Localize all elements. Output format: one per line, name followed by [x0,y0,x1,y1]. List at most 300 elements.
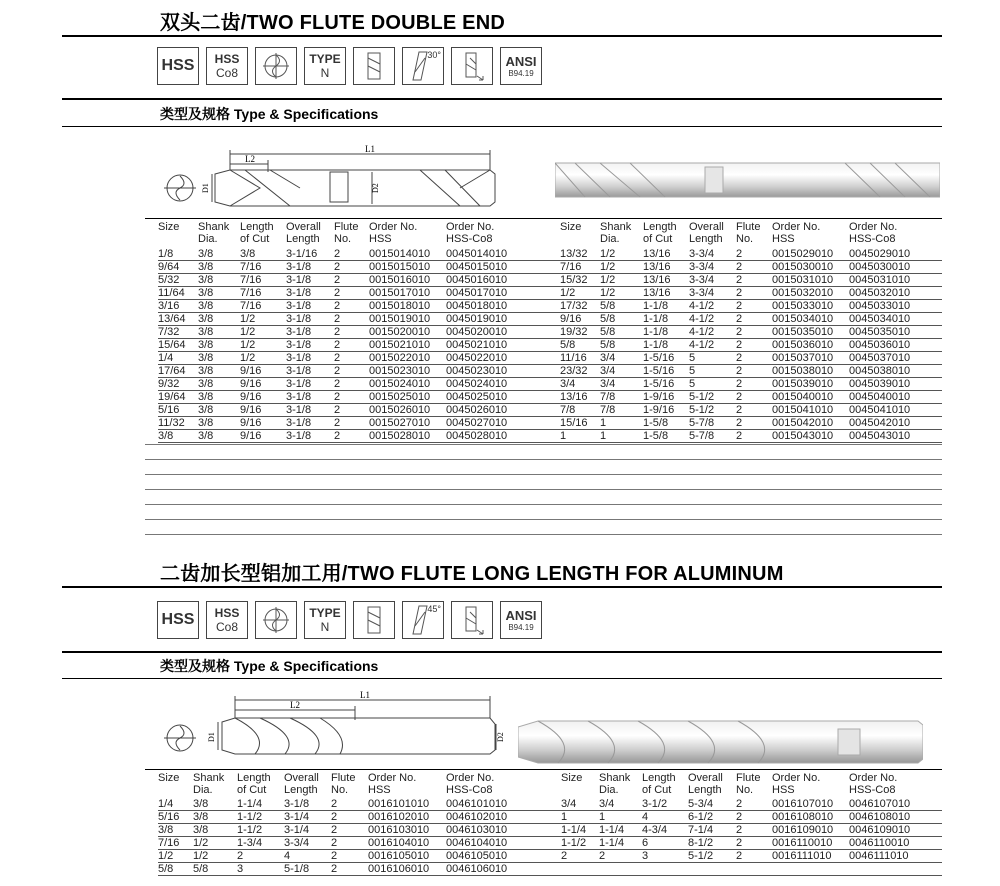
cell-flute: 2 [334,430,341,442]
cell-size: 9/64 [158,261,180,273]
cell-shank: 1/2 [600,248,616,260]
diagram2-l2-label: L2 [290,700,300,710]
cell-flute: 2 [334,248,341,260]
diagram1-l2-label: L2 [245,154,255,164]
cell-order-hss: 0016105010 [368,850,430,862]
cell-order-hss: 0015032010 [772,287,834,299]
table-row [158,811,942,824]
helix-angle-label: 45° [427,604,441,614]
cell-shank: 3/8 [198,352,214,364]
hss-material-icon: HSS [157,601,199,639]
cell-order-co8: 0045031010 [849,274,911,286]
diagram2-d2-label: D2 [496,732,505,742]
cell-order-hss: 0016104010 [368,837,430,849]
cell-order-hss: 0015024010 [369,378,431,390]
cell-order-hss: 0015029010 [772,248,834,260]
cell-order-co8: 0045041010 [849,404,911,416]
cell-length-of-cut: 7/16 [240,274,262,286]
cell-shank: 5/8 [600,313,616,325]
cell-order-hss: 0015018010 [369,300,431,312]
cell-shank: 3/8 [193,824,209,836]
cell-size: 9/16 [560,313,582,325]
helix-angle-icon [402,47,444,85]
table-row [158,274,942,287]
cell-size: 11/32 [158,417,185,429]
blank-row-line [145,504,942,505]
cell-length-of-cut: 9/16 [240,404,262,416]
cell-size: 7/16 [560,261,582,273]
cell-flute: 2 [334,313,341,325]
cell-size: 1 [560,430,567,442]
cell-size: 15/16 [560,417,588,429]
section2-title-rule [62,586,942,588]
cell-shank: 3/4 [600,378,616,390]
cell-overall-length: 3-1/8 [286,391,312,403]
cell-order-co8: 0046102010 [446,811,508,823]
cell-overall-length: 3-1/8 [286,430,312,442]
section2-table-top-rule [145,769,942,770]
cell-size: 19/64 [158,391,186,403]
cell-size: 11/64 [158,287,185,299]
hss-material-icon: HSS [157,47,199,85]
cell-size: 23/32 [560,365,588,377]
cell-length-of-cut: 7/16 [240,261,262,273]
table-row [158,404,942,417]
cell-overall-length: 5 [689,365,696,377]
cell-shank: 3/8 [198,274,214,286]
cell-length-of-cut: 4 [642,811,649,823]
cell-length-of-cut: 6 [642,837,649,849]
cell-shank: 1-1/4 [599,837,625,849]
end-mill-arrow-icon [451,601,493,639]
cell-length-of-cut: 1-9/16 [643,391,675,403]
cell-size: 19/32 [560,326,588,338]
hss-co8-material-icon: HSS Co8 [206,601,248,639]
blank-row-line [145,519,942,520]
cell-size: 15/32 [560,274,588,286]
section1-spec-rule [62,126,942,127]
cell-order-hss: 0015040010 [772,391,834,403]
section1-icon-row [157,47,542,85]
col-length-of-cut-header: Length of Cut [642,772,676,796]
cell-size: 13/64 [158,313,186,325]
cell-shank: 3/8 [198,326,214,338]
section1-table-top-rule [145,218,942,219]
col-flute-header: Flute No. [331,772,356,796]
cell-shank: 3/8 [193,798,209,810]
cell-order-co8: 0046106010 [446,863,508,875]
cell-flute: 2 [334,378,341,390]
cell-overall-length: 6-1/2 [688,811,714,823]
col-size-header: Size [561,772,583,784]
cell-order-co8: 0045038010 [849,365,911,377]
cell-size: 7/8 [560,404,576,416]
diagram1-d1-label: D1 [201,183,210,193]
cell-flute: 2 [331,850,338,862]
cell-length-of-cut: 1-3/4 [237,837,263,849]
cell-shank: 3/8 [198,248,214,260]
cell-overall-length: 3-1/8 [286,287,312,299]
col-order-hss-header: Order No. HSS [772,221,821,245]
cell-overall-length: 3-1/8 [286,417,312,429]
cell-shank: 3/8 [198,404,214,416]
cell-order-hss: 0015017010 [369,287,431,299]
col-flute-header: Flute No. [736,221,761,245]
cell-flute: 2 [736,326,743,338]
cell-shank: 7/8 [600,404,616,416]
table-row [158,417,942,430]
cell-overall-length: 3-1/4 [284,824,310,836]
cell-flute: 2 [334,274,341,286]
cell-length-of-cut: 1-1/2 [237,824,263,836]
blank-row-line [145,489,942,490]
cell-order-co8: 0045017010 [446,287,508,299]
cell-shank: 1-1/4 [599,824,625,836]
cell-order-hss: 0015022010 [369,352,431,364]
cell-order-hss: 0015025010 [369,391,431,403]
col-length-of-cut-header: Length of Cut [240,221,274,245]
cell-length-of-cut: 3 [642,850,649,862]
cell-shank: 1/2 [193,837,209,849]
cell-order-co8: 0045024010 [446,378,508,390]
col-overall-length-header: Overall Length [689,221,724,245]
cell-order-hss: 0016108010 [772,811,834,823]
cell-order-co8: 0045042010 [849,417,911,429]
cell-shank: 2 [599,850,606,862]
cell-size: 1/4 [158,798,174,810]
cell-order-hss: 0015038010 [772,365,834,377]
cell-order-co8: 0045020010 [446,326,508,338]
col-order-co8-header: Order No. HSS-Co8 [849,221,898,245]
cell-size: 1/8 [158,248,174,260]
cell-length-of-cut: 4-3/4 [642,824,668,836]
cell-overall-length: 3-3/4 [689,287,715,299]
cell-order-co8: 0046101010 [446,798,508,810]
cell-size: 1/2 [560,287,576,299]
ansi-standard-icon: ANSI B94.19 [500,47,542,85]
cell-overall-length: 4-1/2 [689,300,715,312]
cell-order-hss: 0015015010 [369,261,431,273]
section2-spec-title: 类型及规格 Type & Specifications [160,658,379,674]
cell-overall-length: 3-3/4 [284,837,310,849]
cell-order-hss: 0015023010 [369,365,431,377]
diagram2-l1-label: L1 [360,690,370,700]
cell-order-hss: 0015036010 [772,339,834,351]
table-row [158,300,942,313]
cell-shank: 1 [600,417,607,429]
cell-flute: 2 [334,404,341,416]
cell-order-co8: 0045034010 [849,313,911,325]
col-flute-header: Flute No. [736,772,761,796]
cell-length-of-cut: 1-5/8 [643,430,669,442]
section2-dimension-diagram [160,690,510,760]
cell-order-co8: 0045027010 [446,417,508,429]
cell-flute: 2 [736,287,743,299]
cell-shank: 1/2 [600,274,616,286]
cell-flute: 2 [736,837,743,849]
cell-order-co8: 0045040010 [849,391,911,403]
cell-overall-length: 3-1/4 [284,811,310,823]
cell-flute: 2 [736,378,743,390]
cell-shank: 3/8 [198,430,214,442]
cell-order-hss: 0015037010 [772,352,834,364]
col-overall-length-header: Overall Length [284,772,319,796]
col-length-of-cut-header: Length of Cut [643,221,677,245]
cell-flute: 2 [331,811,338,823]
cell-length-of-cut: 9/16 [240,365,262,377]
cell-flute: 2 [736,313,743,325]
cell-size: 1-1/2 [561,837,587,849]
cell-shank: 5/8 [600,326,616,338]
cell-flute: 2 [736,811,743,823]
cell-shank: 3/4 [599,798,615,810]
col-size-header: Size [158,772,180,784]
section2-tool-photo [518,715,923,765]
cell-length-of-cut: 9/16 [240,417,262,429]
cell-length-of-cut: 1-1/4 [237,798,263,810]
cell-length-of-cut: 1-5/16 [643,352,675,364]
cell-overall-length: 3-3/4 [689,248,715,260]
cell-order-hss: 0016101010 [368,798,430,810]
cell-overall-length: 5-7/8 [689,430,715,442]
cell-overall-length: 3-1/8 [286,365,312,377]
cell-flute: 2 [736,850,743,862]
table-row [158,339,942,352]
cell-order-hss: 0016110010 [772,837,833,849]
cell-flute: 2 [334,326,341,338]
cell-length-of-cut: 1-1/8 [643,326,669,338]
blank-row-line [145,459,942,460]
cell-flute: 2 [736,404,743,416]
cell-shank: 3/8 [198,391,214,403]
cell-size: 7/32 [158,326,180,338]
cell-shank: 3/8 [198,313,214,325]
cell-overall-length: 3-1/8 [286,313,312,325]
cell-length-of-cut: 13/16 [643,261,671,273]
section1-icon-rule [62,98,942,100]
cell-order-hss: 0015043010 [772,430,834,442]
cell-shank: 5/8 [600,300,616,312]
cell-order-co8: 0046109010 [849,824,911,836]
cell-order-co8: 0045030010 [849,261,911,273]
cell-order-co8: 0046105010 [446,850,508,862]
cell-order-co8: 0045022010 [446,352,508,364]
two-flute-icon [255,601,297,639]
cell-flute: 2 [334,339,341,351]
cell-size: 11/16 [560,352,587,364]
cell-flute: 2 [334,300,341,312]
cell-length-of-cut: 2 [237,850,244,862]
cell-flute: 2 [334,261,341,273]
cell-order-co8: 0046103010 [446,824,508,836]
col-order-hss-header: Order No. HSS [368,772,417,796]
type-n-icon: TYPE N [304,47,346,85]
cell-overall-length: 3-1/8 [286,326,312,338]
cell-size: 15/64 [158,339,186,351]
cell-shank: 3/8 [198,378,214,390]
end-mill-arrow-icon [451,47,493,85]
cell-shank: 3/8 [198,300,214,312]
cell-order-co8: 0045018010 [446,300,508,312]
cell-size: 13/32 [560,248,588,260]
table-row [158,261,942,274]
diagram1-l1-label: L1 [365,144,375,154]
cell-flute: 2 [736,430,743,442]
cell-order-hss: 0015019010 [369,313,431,325]
cell-order-hss: 0015020010 [369,326,431,338]
cell-flute: 2 [736,365,743,377]
cell-overall-length: 3-1/8 [286,261,312,273]
cell-size: 3/4 [561,798,577,810]
table-row [158,798,942,811]
table-row [158,248,942,261]
col-overall-length-header: Overall Length [688,772,723,796]
cell-flute: 2 [736,248,743,260]
cell-flute: 2 [331,863,338,875]
cell-flute: 2 [736,300,743,312]
table-row [158,850,942,863]
cell-flute: 2 [331,798,338,810]
cell-overall-length: 5-1/2 [689,391,715,403]
cell-order-co8: 0045016010 [446,274,508,286]
col-flute-header: Flute No. [334,221,359,245]
section2-spec-rule [62,678,942,679]
cell-overall-length: 4 [284,850,291,862]
cell-overall-length: 4-1/2 [689,313,715,325]
col-size-header: Size [560,221,582,233]
helix-angle-icon [402,601,444,639]
cell-size: 1/4 [158,352,174,364]
cell-shank: 1 [599,811,606,823]
cell-order-hss: 0015034010 [772,313,834,325]
cell-flute: 2 [736,274,743,286]
cell-overall-length: 5-1/2 [688,850,714,862]
cell-flute: 2 [331,824,338,836]
cell-size: 3/8 [158,430,174,442]
cell-length-of-cut: 1-5/16 [643,365,675,377]
cell-overall-length: 5-1/2 [689,404,715,416]
col-shank-header: Shank Dia. [198,221,230,245]
cell-overall-length: 3-1/8 [284,798,310,810]
cell-order-hss: 0016103010 [368,824,430,836]
cell-size: 5/16 [158,404,180,416]
cell-flute: 2 [736,339,743,351]
cell-order-hss: 0016106010 [368,863,430,875]
center-cutting-icon [353,47,395,85]
cell-flute: 2 [334,287,341,299]
col-order-hss-header: Order No. HSS [772,772,821,796]
cell-overall-length: 5-7/8 [689,417,715,429]
cell-order-co8: 0046111010 [849,850,909,862]
cell-order-co8: 0045019010 [446,313,508,325]
cell-length-of-cut: 1-1/8 [643,300,669,312]
cell-flute: 2 [334,391,341,403]
center-cutting-icon [353,601,395,639]
cell-size: 7/16 [158,837,180,849]
cell-order-co8: 0045037010 [849,352,911,364]
cell-shank: 1/2 [193,850,209,862]
cell-order-co8: 0045015010 [446,261,508,273]
section2-icon-row [157,601,542,639]
table-row [158,430,942,443]
cell-order-hss: 0016102010 [368,811,430,823]
cell-order-hss: 0015028010 [369,430,431,442]
cell-length-of-cut: 7/16 [240,287,262,299]
table-row [158,863,942,876]
cell-shank: 3/8 [193,811,209,823]
cell-shank: 3/8 [198,261,214,273]
blank-row-line [145,534,942,535]
cell-flute: 2 [334,352,341,364]
cell-order-hss: 0015014010 [369,248,431,260]
cell-shank: 1/2 [600,261,616,273]
cell-size: 2 [561,850,568,862]
cell-length-of-cut: 1/2 [240,326,256,338]
cell-shank: 5/8 [193,863,209,875]
cell-order-hss: 0015027010 [369,417,431,429]
cell-flute: 2 [736,352,743,364]
cell-order-hss: 0015033010 [772,300,834,312]
cell-overall-length: 3-3/4 [689,261,715,273]
cell-flute: 2 [736,261,743,273]
table-row [158,313,942,326]
cell-overall-length: 5-1/8 [284,863,310,875]
cell-size: 1/2 [158,850,174,862]
cell-length-of-cut: 9/16 [240,430,262,442]
cell-order-co8: 0046108010 [849,811,911,823]
cell-length-of-cut: 1-5/16 [643,378,675,390]
section1-title-rule [62,35,942,37]
cell-overall-length: 3-1/8 [286,274,312,286]
cell-length-of-cut: 1-1/8 [643,313,669,325]
cell-size: 13/16 [560,391,588,403]
cell-order-co8: 0045025010 [446,391,508,403]
section1-title: 双头二齿/TWO FLUTE DOUBLE END [160,12,505,34]
col-size-header: Size [158,221,180,233]
cell-size: 3/4 [560,378,576,390]
cell-size: 5/8 [158,863,174,875]
cell-order-hss: 0016109010 [772,824,834,836]
table-row [158,352,942,365]
cell-overall-length: 3-1/16 [286,248,318,260]
cell-order-co8: 0045033010 [849,300,911,312]
table-row [158,837,942,850]
cell-order-hss: 0015026010 [369,404,431,416]
cell-length-of-cut: 7/16 [240,300,262,312]
cell-overall-length: 3-1/8 [286,378,312,390]
cell-order-hss: 0015041010 [772,404,834,416]
cell-order-hss: 0015042010 [772,417,834,429]
cell-overall-length: 5 [689,352,696,364]
cell-size: 1-1/4 [561,824,587,836]
cell-order-co8: 0046104010 [446,837,508,849]
cell-overall-length: 8-1/2 [688,837,714,849]
cell-shank: 1/2 [600,287,616,299]
cell-overall-length: 4-1/2 [689,326,715,338]
diagram2-d1-label: D1 [207,732,216,742]
cell-flute: 2 [334,365,341,377]
section2-title: 二齿加长型铝加工用/TWO FLUTE LONG LENGTH FOR ALUMINUM [160,563,784,585]
cell-length-of-cut: 3/8 [240,248,256,260]
cell-overall-length: 3-1/8 [286,352,312,364]
cell-order-co8: 0045032010 [849,287,911,299]
cell-length-of-cut: 1/2 [240,313,256,325]
section1-spec-title: 类型及规格 Type & Specifications [160,106,379,122]
cell-shank: 3/8 [198,417,214,429]
cell-order-co8: 0045043010 [849,430,911,442]
cell-shank: 3/8 [198,287,214,299]
cell-flute: 2 [334,417,341,429]
